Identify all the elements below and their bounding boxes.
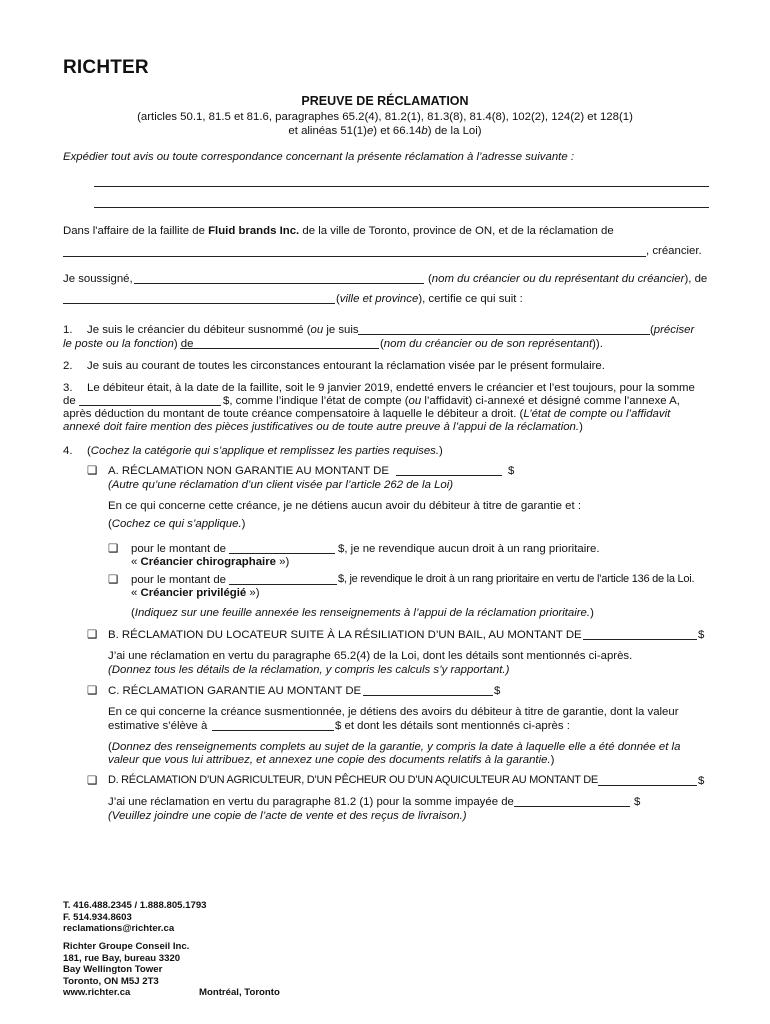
footer-company: Richter Groupe Conseil Inc. [63,941,190,952]
section-c-line2: $ et dont les détails sont mentionnés ci-après : [335,720,570,732]
section-c-dollar: $ [494,685,501,697]
signer-name-caption: (nom du créancier ou du représentant du créancier), de [428,273,708,285]
section-d-label: D. RÉCLAMATION D’UN AGRICULTEUR, D’UN PÊCHEUR OU D’UN AQUICULTEUR AU MONTANT DE [108,774,598,786]
preciser-caption: (préciser [650,324,695,336]
address-line-2[interactable] [94,207,709,208]
document-title: PREUVE DE RÉCLAMATION [301,94,469,108]
checkbox-b[interactable]: ❑ [87,629,98,641]
section-c-value-line[interactable] [212,730,334,731]
title-articles-line2: et alinéas 51(1)e) et 66.14b) de la Loi) [288,125,482,137]
section-a-note2: (Indiquez sur une feuille annexée les renseignements à l’appui de la réclamation prioritaire.) [131,607,594,619]
option-2-amount-line[interactable] [229,584,337,585]
section-d-dollar: $ [698,775,705,787]
section-d-line1-dollar: $ [634,796,641,808]
section-a-amount-line[interactable] [396,475,502,476]
footer-phone: T. 416.488.2345 / 1.888.805.1793 [63,900,207,911]
city-province-line[interactable] [63,303,335,304]
address-line-1[interactable] [94,186,709,187]
section-c-line1: En ce qui concerne la créance susmentionnée, je détiens des avoirs du débiteur à titre de garantie, dont la valeur [108,706,679,718]
section-d-unpaid-line[interactable] [514,806,630,807]
paragraph-3-line1: Le débiteur était, à la date de la faillite, soit le 9 janvier 2019, endetté envers le créancier et l’est toujours, pour la somme [87,382,695,394]
paragraph-1-number: 1. [63,324,73,336]
checkbox-d[interactable]: ❑ [87,775,98,787]
section-b-amount-line[interactable] [583,639,697,640]
section-a-label: A. RÉCLAMATION NON GARANTIE AU MONTANT DE [108,465,389,477]
option-2-category: « Créancier privilégié ») [131,587,260,599]
signer-name-line[interactable] [134,283,424,284]
je-soussigne-label: Je soussigné, [63,273,133,285]
section-d-line1: J’ai une réclamation en vertu du paragraphe 81.2 (1) pour la somme impayée de [108,796,514,808]
paragraph-3-line2-label: de [63,395,76,407]
paragraph-3-line2: $, comme l’indique l’état de compte (ou l’affidavit) ci-annexé et désigné comme l’annexe A, [223,395,680,407]
checkbox-a-privilegie[interactable]: ❑ [108,574,119,586]
option-2-label: pour le montant de [131,574,226,586]
section-c-line3: (Donnez des renseignements complets au sujet de la garantie, y compris la date à laquelle elle a été donnée et la [108,741,681,753]
footer-contact [63,900,207,935]
debt-amount-line[interactable] [79,405,221,406]
section-c-amount-line[interactable] [363,695,493,696]
option-1-amount-line[interactable] [229,553,335,554]
paragraph-4-text: (Cochez la catégorie qui s’applique et remplissez les parties requises.) [87,445,443,457]
option-2-text: $, je revendique le droit à un rang prioritaire en vertu de l’article 136 de la Loi. [338,573,695,585]
footer-cities: Montréal, Toronto [199,987,280,998]
representative-caption: (nom du créancier ou de son représentant)). [380,338,603,350]
section-a-dollar: $ [508,465,515,477]
section-b-line2: (Donnez tous les détails de la réclamation, y compris les calculs s’y rapportant.) [108,664,510,676]
paragraph-1-line2: le poste ou la fonction) de [63,338,194,350]
checkbox-a[interactable]: ❑ [87,465,98,477]
paragraph-3-line4: annexé doit faire mention des pièces justificatives ou de toute autre preuve à l’appui de la réclamation.) [63,421,583,433]
send-address-instruction: Expédier tout avis ou toute correspondance concernant la présente réclamation à l’adresse suivante : [63,151,574,163]
creditor-suffix: , créancier. [646,245,702,257]
footer-email[interactable]: reclamations@richter.ca [63,923,175,934]
richter-logo: RICHTER [63,57,149,78]
section-c-line4: valeur que vous lui attribuez, et annexez une copie des documents relatifs à la garantie.) [108,754,555,766]
section-c-line2-label: estimative s’élève à [108,720,208,732]
position-line[interactable] [358,334,650,335]
paragraph-1-text: Je suis le créancier du débiteur susnommé (ou je suis [87,324,359,336]
paragraph-2-number: 2. [63,360,73,372]
section-a-note: (Autre qu’une réclamation d’un client visée par l’article 262 de la Loi) [108,479,454,491]
section-b-dollar: $ [698,629,705,641]
paragraph-3-line3: après déduction du montant de toute créance compensatoire à laquelle le débiteur a droit. (L’état de compte ou l’affidavit [63,408,671,420]
creditor-name-line[interactable] [63,256,646,257]
city-province-caption: (ville et province), certifie ce qui suit : [336,293,523,305]
footer-address-1: 181, rue Bay, bureau 3320 [63,952,181,964]
checkbox-c[interactable]: ❑ [87,685,98,697]
checkbox-a-chirographaire[interactable]: ❑ [108,543,119,555]
option-1-category: « Créancier chirographaire ») [131,556,290,568]
option-1-text: $, je ne revendique aucun droit à un rang prioritaire. [338,543,600,555]
section-c-label: C. RÉCLAMATION GARANTIE AU MONTANT DE [108,685,362,697]
paragraph-2-text: Je suis au courant de toutes les circonstances entourant la réclamation visée par le présent formulaire. [87,360,605,372]
paragraph-3-number: 3. [63,382,73,394]
section-d-amount-line[interactable] [598,785,697,786]
representative-line[interactable] [180,348,379,349]
footer-address-2: Bay Wellington Tower [63,964,163,975]
section-b-label: B. RÉCLAMATION DU LOCATEUR SUITE À LA RÉSILIATION D’UN BAIL, AU MONTANT DE [108,629,582,641]
section-a-text: En ce qui concerne cette créance, je ne détiens aucun avoir du débiteur à titre de garantie et : [108,500,582,512]
option-1-label: pour le montant de [131,543,226,555]
intro-paragraph: Dans l'affaire de la faillite de Fluid brands Inc. de la ville de Toronto, province de ON, et de la réclamation de [63,225,614,237]
title-articles-line1: (articles 50.1, 81.5 et 81.6, paragraphes 65.2(4), 81.2(1), 81.3(8), 81.4(8), 102(2), 124(2) et 128(1) [137,111,633,123]
section-d-line2: (Veuillez joindre une copie de l’acte de vente et des reçus de livraison.) [108,810,467,822]
paragraph-4-number: 4. [63,445,73,457]
section-a-instruction: (Cochez ce qui s’applique.) [108,518,246,530]
footer-fax: F. 514.934.8603 [63,911,132,923]
footer-website[interactable]: www.richter.ca [63,987,131,998]
footer-address [63,941,189,999]
section-b-line1: J’ai une réclamation en vertu du paragraphe 65.2(4) de la Loi, dont les détails sont mentionnés ci-après. [108,650,633,662]
footer-address-3: Toronto, ON M5J 2T3 [63,975,159,987]
